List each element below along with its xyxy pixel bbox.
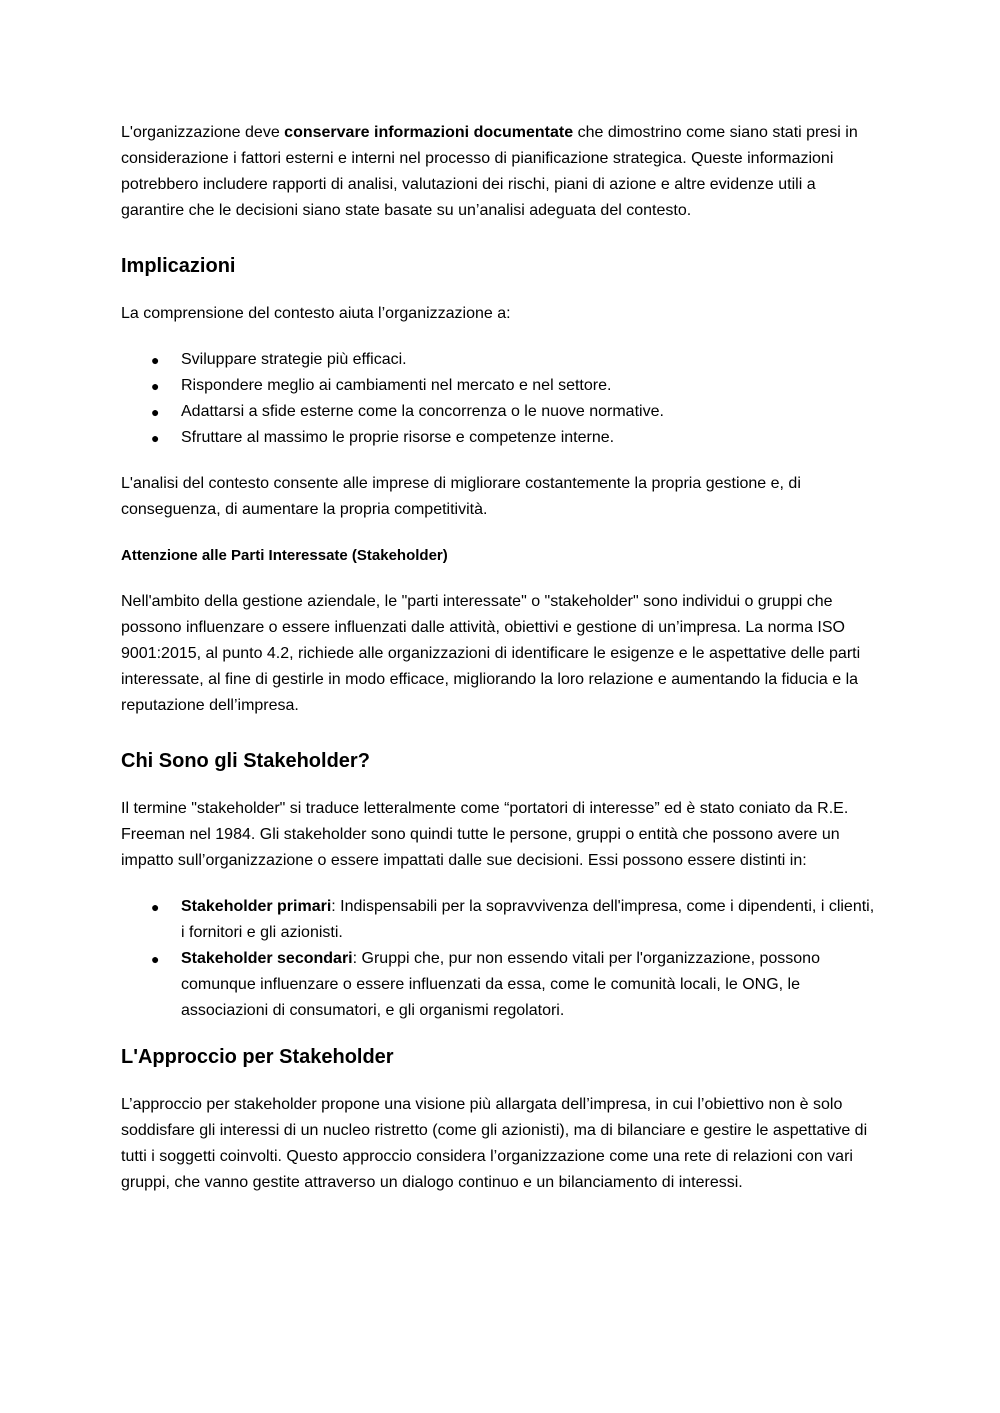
implicazioni-lead: La comprensione del contesto aiuta l’organizzazione a: [121,305,511,322]
list-item-text: : Gruppi che, pur non essendo vitali per l'organizzazione, possono comunque influenzare o essere influenzati da essa, come le comunità locali, le ONG, le associazioni di consumatori, e gli organismi regolatori. [181,950,820,1019]
bullet-icon: ● [151,899,160,915]
list-item [121,946,881,1024]
bullet-icon: ● [151,378,160,394]
attenzione-paragraph: Nell'ambito della gestione aziendale, le "parti interessate" o "stakeholder" sono individui o gruppi che possono influenzare o essere influenzati dalle attività, obiettivi e gestione di un’impresa. La norma ISO 9001:2015, al punto 4.2, richiede alle organizzazioni di identificare le esigenze e le aspettative delle parti interessate, al fine di gestirle in modo efficace, migliorando la loro relazione e aumentando la fiducia e la reputazione dell’impresa. [121,593,861,714]
list-item [121,425,881,451]
intro-paragraph [121,120,881,224]
bullet-icon: ● [151,951,160,967]
list-item [121,373,881,399]
bullet-icon: ● [151,404,160,420]
list-item-term: Stakeholder primari [181,898,332,915]
chi-sono-paragraph: Il termine "stakeholder" si traduce letteralmente come “portatori di interesse” ed è stato coniato da R.E. Freeman nel 1984. Gli stakeholder sono quindi tutte le persone, gruppi o entità che possono avere un impatto sull’organizzazione o essere impattati dalle sue decisioni. Essi possono essere distinti in: [121,800,849,869]
document-page [121,120,881,1196]
approccio-heading: L'Approccio per Stakeholder [121,1046,394,1068]
intro-text-start: L'organizzazione deve [121,124,285,141]
list-item [121,399,881,425]
intro-bold-text: conservare informazioni documentate [284,124,574,141]
list-item-text: : Indispensabili per la sopravvivenza dell'impresa, come i dipendenti, i clienti, i fornitori e gli azionisti. [181,898,875,941]
implicazioni-heading: Implicazioni [121,255,236,277]
list-item-text: Sfruttare al massimo le proprie risorse e competenze interne. [181,429,615,446]
list-item-text: Rispondere meglio ai cambiamenti nel mercato e nel settore. [181,377,612,394]
implicazioni-list [121,347,881,451]
stakeholder-types-list [121,894,881,1024]
list-item [121,894,881,946]
list-item-term: Stakeholder secondari [181,950,353,967]
list-item-text: Adattarsi a sfide esterne come la concorrenza o le nuove normative. [181,403,664,420]
approccio-paragraph: L’approccio per stakeholder propone una visione più allargata dell’impresa, in cui l’obiettivo non è solo soddisfare gli interessi di un nucleo ristretto (come gli azionisti), ma di bilanciare e gestire le aspettative di tutti i soggetti coinvolti. Questo approccio considera l’organizzazione come una rete di relazioni con vari gruppi, che vanno gestite attraverso un dialogo continuo e un bilanciamento di interessi. [121,1096,868,1191]
bullet-icon: ● [151,352,160,368]
intro-text-end: che dimostrino come siano stati presi in considerazione i fattori esterni e interni nel processo di pianificazione strategica. Queste informazioni potrebbero includere rapporti di analisi, valutazioni dei rischi, piani di azione e altre evidenze utili a garantire che le decisioni siano state basate su un’analisi adeguata del contesto. [121,124,858,219]
list-item-text: Sviluppare strategie più efficaci. [181,351,407,368]
chi-sono-heading: Chi Sono gli Stakeholder? [121,750,370,772]
attenzione-heading: Attenzione alle Parti Interessate (Stakeholder) [121,547,448,564]
bullet-icon: ● [151,430,160,446]
list-item [121,347,881,373]
implicazioni-conclusion: L'analisi del contesto consente alle imprese di migliorare costantemente la propria gestione e, di conseguenza, di aumentare la propria competitività. [121,475,801,518]
